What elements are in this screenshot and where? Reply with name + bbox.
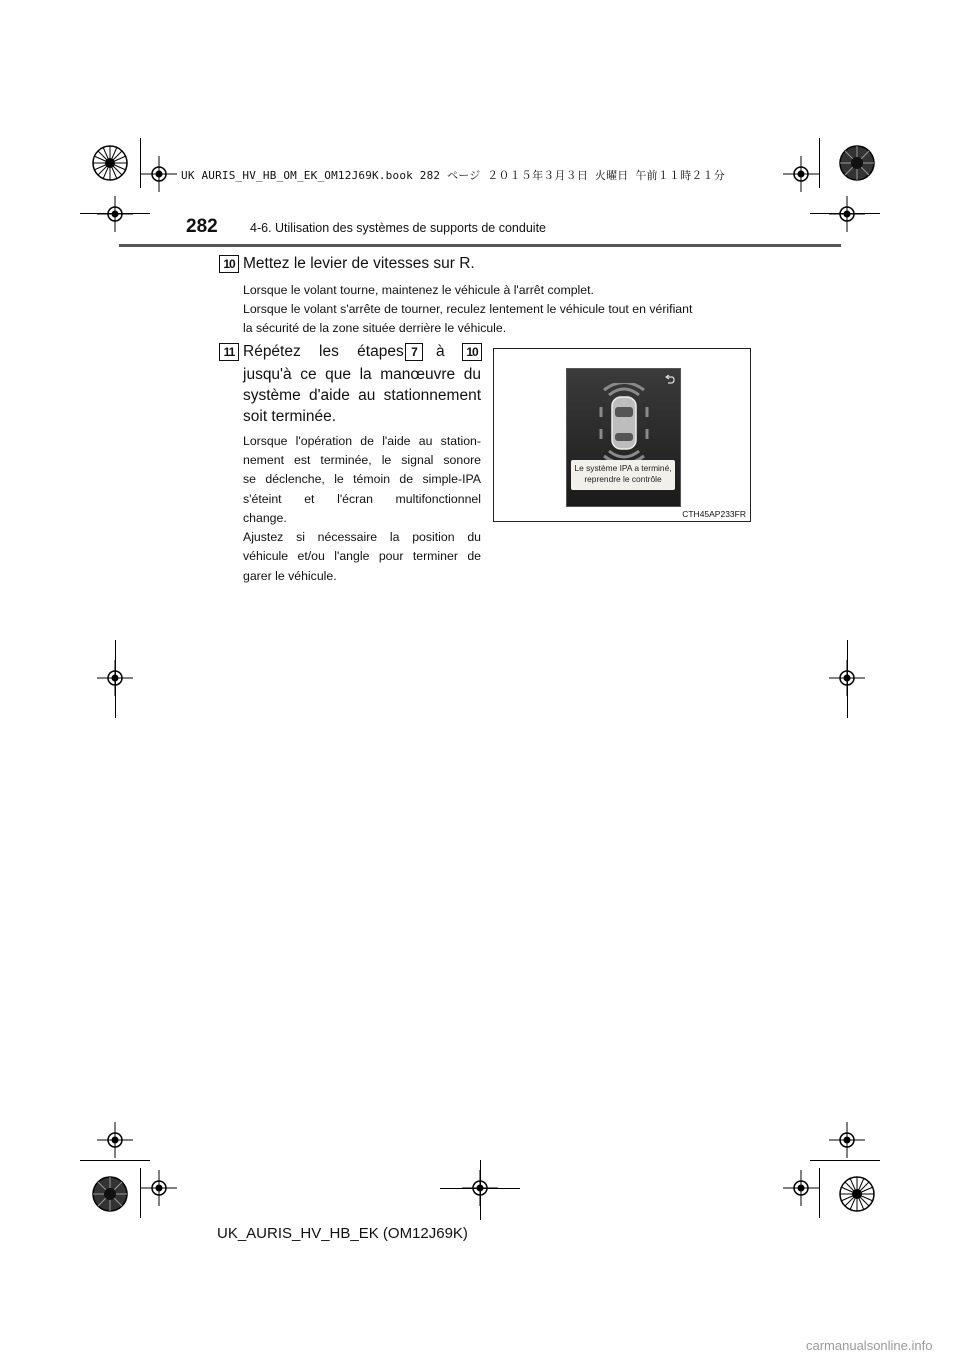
step-badge-10: 10 [219,255,239,273]
step-badge-11: 11 [219,343,239,361]
header-divider [119,244,841,247]
footer-model-code: UK_AURIS_HV_HB_EK (OM12J69K) [217,1225,468,1242]
crop-line [819,138,820,188]
multi-information-display-figure [493,348,751,522]
crop-line [819,1168,820,1218]
crosshair-mark [141,156,177,192]
step-11-body-line: Lorsque l'opération de l'aide au station- [243,434,481,448]
registration-radial-mark [838,1175,876,1213]
crop-line [480,1160,481,1220]
step-ref-10: 10 [462,343,482,361]
crosshair-mark [97,196,133,232]
step-11-body-line: change. [243,511,287,525]
crosshair-mark [829,1122,865,1158]
step-11-body-line: garer le véhicule. [243,569,337,583]
screen-message-line: reprendre le contrôle [584,474,662,484]
screen-message-line: Le système IPA a terminé, [574,463,672,473]
crop-line [140,1168,141,1218]
registration-radial-mark [91,1175,129,1213]
crop-line [810,213,880,214]
step-10-body-line: Lorsque le volant s'arrête de tourner, reculez lentement le véhicule tout en vérifiant [243,302,693,316]
crop-line [80,213,150,214]
figure-code: CTH45AP233FR [682,509,746,519]
crosshair-mark [783,156,819,192]
crosshair-mark [783,1170,819,1206]
crosshair-mark [141,1170,177,1206]
step-11-body-line: s'éteint et l'écran multifonctionnel [243,492,481,506]
registration-radial-mark [91,144,129,182]
book-file-info: UK AURIS_HV_HB_OM_EK_OM12J69K.book 282 ページ ２０１５年３月３日 火曜日 午前１１時２１分 [181,169,725,182]
crop-line [140,138,141,188]
return-arrow-icon [665,375,675,384]
step-11-heading-a: à [436,343,445,360]
step-11-heading-line: système d'aide au stationnement [243,387,481,404]
step-11-heading-prefix: Répétez les étapes [243,343,404,360]
step-10-body-line: Lorsque le volant tourne, maintenez le véhicule à l'arrêt complet. [243,283,594,297]
crop-line [810,1160,880,1161]
step-11-body-line: Ajustez si nécessaire la position du [243,530,481,544]
display-screen [566,368,681,507]
ipa-complete-message [571,460,675,490]
section-title: 4-6. Utilisation des systèmes de supports de conduite [250,221,546,235]
crop-line [115,640,116,718]
car-sensor-icon [597,383,651,463]
step-10-heading: Mettez le levier de vitesses sur R. [243,255,475,272]
step-11-body-line: nement est terminée, le signal sonore [243,453,481,467]
step-10-body-line: la sécurité de la zone située derrière le véhicule. [243,321,507,335]
page-number: 282 [186,216,218,237]
step-11-heading-line: soit terminée. [243,408,337,425]
crosshair-mark [97,1122,133,1158]
crosshair-mark [829,196,865,232]
step-11-body-line: véhicule et/ou l'angle pour terminer de [243,549,481,563]
step-ref-7: 7 [405,343,423,361]
crop-line [80,1160,150,1161]
crop-line [847,640,848,718]
step-11-body-line: se déclenche, le témoin de simple-IPA [243,472,481,486]
registration-radial-mark [838,144,876,182]
watermark: carmanualsonline.info [806,1338,933,1353]
step-11-heading-line: jusqu'à ce que la manœuvre du [243,366,481,383]
